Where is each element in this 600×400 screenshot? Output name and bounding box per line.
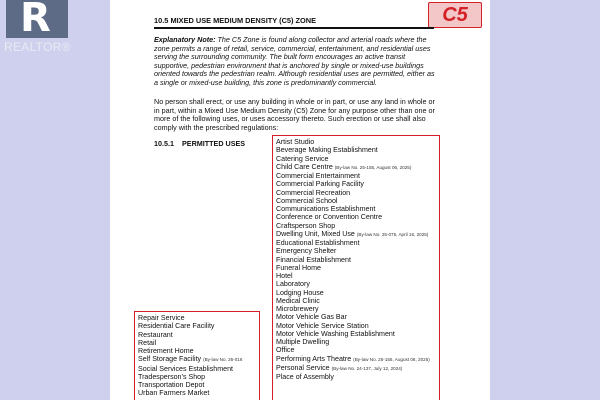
permitted-use-name: Motor Vehicle Service Station (276, 321, 369, 330)
permitted-use-name: Office (276, 346, 295, 355)
permitted-use-name: Financial Establishment (276, 255, 351, 264)
permitted-use-name: Dwelling Unit, Mixed Use (276, 229, 355, 238)
permitted-use-item (276, 338, 436, 346)
permitted-use-item (138, 322, 256, 330)
permitted-use-name: Urban Farmers Market (138, 389, 210, 398)
permitted-use-item (276, 239, 436, 247)
permitted-use-item (276, 146, 436, 154)
permitted-use-item (138, 389, 256, 397)
permitted-uses-number: 10.5.1 (154, 139, 174, 148)
permitted-uses-list-left (134, 311, 260, 400)
permitted-use-name: Communications Establishment (276, 205, 376, 213)
permitted-use-item (276, 222, 436, 230)
permitted-use-item (276, 330, 436, 338)
permitted-use-name: Tradesperson’s Shop (138, 372, 206, 381)
permitted-use-name: Hotel (276, 272, 293, 280)
realtor-logo-glyph: R (20, 0, 51, 41)
permitted-use-item (276, 138, 436, 146)
permitted-use-item (276, 264, 436, 272)
permitted-use-name: Personal Service (276, 363, 330, 372)
bylaw-note: (By-law No. 25-155, August 06, 2025) (334, 164, 412, 170)
permitted-use-item (138, 347, 256, 355)
permitted-use-name: Residential Care Facility (138, 322, 215, 331)
permitted-use-name: Place of Assembly (276, 373, 334, 381)
regulation-paragraph: No person shall erect, or use any building in whole or in part, or use any land in whole or in part, within a Mixed Use Medium Density (C5) Zone for any purpose other than one or more of the following uses, or uses accessory thereto. Such erection or use shall also comply with the prescribed regulations: (154, 97, 435, 132)
permitted-use-item (138, 314, 256, 322)
bylaw-note: (By-law No. 26-016 (203, 357, 243, 363)
permitted-use-name: Microbrewery (276, 305, 319, 313)
zone-badge: C5 (428, 2, 482, 28)
permitted-use-name: Commercial School (276, 196, 338, 205)
permitted-use-name: Performing Arts Theatre (276, 354, 352, 363)
permitted-use-name: Motor Vehicle Washing Establishment (276, 329, 395, 338)
permitted-use-name: Motor Vehicle Gas Bar (276, 313, 347, 322)
explanatory-text: The C5 Zone is found along collector and arterial roads where the zone permits a range of retail, service, commercial, entertainment, and residential uses serving the surrounding community. The built form encourages an active transit supportive, pedestrian environment that is anchored by single or mixed-use buildings oriented towards the pedestrian realm. Although residential uses are permitted, either as a single or mixed-use building, this zone is predominantly commercial. (154, 35, 435, 87)
permitted-use-item (276, 305, 436, 313)
permitted-use-name: Commercial Recreation (276, 188, 351, 197)
permitted-use-item (276, 247, 436, 255)
permitted-use-name: Catering Service (276, 154, 329, 163)
permitted-use-item (276, 355, 436, 364)
permitted-use-name: Educational Establishment (276, 239, 360, 247)
bylaw-note: (By-law No. 25-155, August 06, 2025) (353, 356, 430, 362)
permitted-use-item (276, 313, 436, 321)
explanatory-note (154, 36, 436, 88)
permitted-use-name: Multiple Dwelling (276, 338, 330, 346)
explanatory-label: Explanatory Note: (154, 35, 216, 44)
permitted-use-item (138, 339, 256, 347)
permitted-use-name: Repair Service (138, 314, 185, 322)
permitted-uses-heading: PERMITTED USES (182, 139, 246, 148)
permitted-use-item (276, 272, 436, 280)
permitted-use-item (138, 373, 256, 381)
permitted-use-name: Laboratory (276, 280, 310, 289)
permitted-use-item (276, 180, 436, 188)
permitted-use-item (276, 172, 436, 180)
permitted-use-item (138, 355, 256, 364)
permitted-use-item (276, 189, 436, 197)
permitted-use-name: Social Services Establishment (138, 364, 234, 373)
bylaw-note: (By-law No. 24-137, July 12, 2024) (331, 365, 403, 371)
permitted-use-item (276, 364, 436, 373)
section-title: 10.5 MIXED USE MEDIUM DENSITY (C5) ZONE (154, 16, 317, 25)
permitted-uses-list-right (272, 135, 440, 400)
permitted-use-item (276, 197, 436, 205)
permitted-use-item (276, 373, 436, 381)
permitted-use-name: Funeral Home (276, 263, 321, 272)
permitted-use-name: Emergency Shelter (276, 247, 337, 256)
permitted-use-name: Commercial Entertainment (276, 172, 360, 180)
bylaw-note: (By-law No. 25-075, April 16, 2025) (356, 231, 429, 237)
permitted-use-item (276, 322, 436, 330)
permitted-use-item (276, 230, 436, 239)
permitted-use-item (276, 346, 436, 354)
permitted-use-item (276, 289, 436, 297)
permitted-use-item (276, 280, 436, 288)
permitted-use-item (276, 155, 436, 163)
permitted-use-item (138, 365, 256, 373)
permitted-use-name: Artist Studio (276, 138, 315, 146)
document-page (110, 0, 490, 400)
permitted-use-name: Beverage Making Establishment (276, 146, 378, 155)
permitted-use-name: Lodging House (276, 288, 324, 297)
permitted-use-item (138, 381, 256, 389)
permitted-use-name: Child Care Centre (276, 162, 333, 171)
title-divider (154, 27, 434, 29)
permitted-use-name: Restaurant (138, 330, 173, 339)
permitted-use-item (138, 331, 256, 339)
permitted-use-name: Transportation Depot (138, 381, 205, 389)
permitted-use-name: Conference or Convention Centre (276, 213, 383, 222)
permitted-use-item (276, 297, 436, 305)
permitted-use-item (276, 205, 436, 213)
permitted-use-name: Medical Clinic (276, 296, 320, 305)
permitted-use-item (276, 213, 436, 221)
permitted-use-name: Self Storage Facility (138, 355, 202, 364)
permitted-use-item (276, 256, 436, 264)
realtor-logo-text: REALTOR® (4, 40, 71, 54)
permitted-use-name: Retail (138, 338, 157, 347)
realtor-logo (2, 0, 72, 60)
permitted-use-name: Retirement Home (138, 347, 194, 355)
permitted-use-item (276, 163, 436, 172)
permitted-use-name: Craftsperson Shop (276, 221, 336, 230)
permitted-use-name: Commercial Parking Facility (276, 180, 364, 189)
